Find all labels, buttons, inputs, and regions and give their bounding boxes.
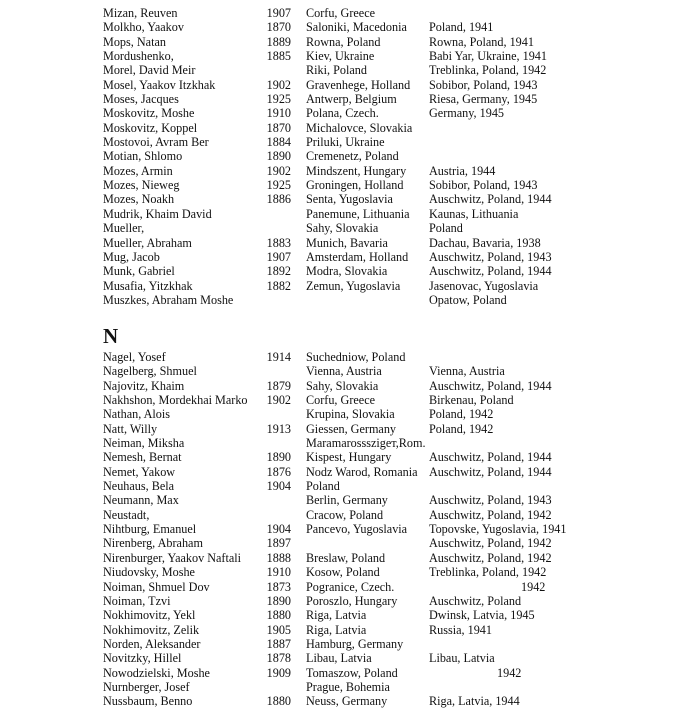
birthplace-cell: Senta, Yugoslavia: [306, 192, 393, 207]
birthplace-cell: Mindszent, Hungary: [306, 163, 407, 178]
birthplace-cell: Priluki, Ukraine: [306, 135, 385, 150]
table-row: [103, 623, 623, 637]
name-cell: Nakhshon, Mordekhai Marko: [103, 393, 248, 408]
fate-cell: Treblinka, Poland, 1942: [429, 565, 547, 580]
fate-cell: Jasenovac, Yugoslavia: [429, 278, 539, 293]
birth-year-cell: 1876: [266, 464, 291, 479]
name-cell: Mug, Jacob: [103, 249, 160, 264]
birth-year-cell: 1890: [266, 450, 291, 465]
birth-year-cell: 1880: [266, 608, 291, 623]
fate-cell: Poland, 1941: [429, 20, 494, 35]
birthplace-cell: Cremenetz, Poland: [306, 149, 399, 164]
birth-year-cell: 1882: [266, 278, 291, 293]
fate-cell: Germany, 1945: [429, 106, 505, 121]
birth-year-cell: 1879: [266, 378, 291, 393]
name-cell: Muszkes, Abraham Moshe: [103, 292, 234, 307]
section-heading-n: N: [103, 324, 119, 348]
name-cell: Neustadt,: [103, 507, 150, 522]
name-cell: Mueller, Abraham: [103, 235, 192, 250]
birth-year-cell: 1880: [266, 694, 291, 709]
birth-year-cell: 1925: [266, 178, 291, 193]
birthplace-cell: Saloniki, Macedonia: [306, 20, 407, 35]
name-cell: Mizan, Reuven: [103, 6, 178, 20]
table-row: [103, 92, 623, 106]
table-row: [103, 666, 623, 680]
name-cell: Mozes, Nieweg: [103, 178, 180, 193]
fate-cell: Kaunas, Lithuania: [429, 206, 519, 221]
table-row: [103, 364, 623, 378]
name-cell: Nirenburger, Yaakov Naftali: [103, 550, 242, 565]
fate-cell: Vienna, Austria: [429, 364, 505, 379]
birthplace-cell: Gravenhege, Holland: [306, 77, 411, 92]
birth-year-cell: 1914: [266, 350, 291, 364]
name-cell: Moskovitz, Moshe: [103, 106, 195, 121]
name-cell: Natt, Willy: [103, 421, 158, 436]
fate-cell: Russia, 1941: [429, 622, 492, 637]
name-cell: Mudrik, Khaim David: [103, 206, 212, 221]
birth-year-cell: 1878: [266, 651, 291, 666]
birth-year-cell: 1873: [266, 579, 291, 594]
fate-cell: Riga, Latvia, 1944: [429, 694, 520, 709]
table-row: [103, 135, 623, 149]
birthplace-cell: Berlin, Germany: [306, 493, 388, 508]
fate-cell: Libau, Latvia: [429, 651, 495, 666]
table-row: [103, 379, 623, 393]
table-row: [103, 192, 623, 206]
table-row: [103, 236, 623, 250]
table-row: [103, 450, 623, 464]
fate-cell: 1942: [497, 665, 522, 680]
name-cell: Musafia, Yitzkhak: [103, 278, 193, 293]
table-row: [103, 465, 623, 479]
name-cell: Mosel, Yaakov Itzkhak: [103, 77, 216, 92]
fate-cell: Auschwitz, Poland, 1944: [429, 192, 552, 207]
name-cell: Niudovsky, Moshe: [103, 565, 195, 580]
name-cell: Nokhimovitz, Zelik: [103, 622, 200, 637]
birthplace-cell: Kispest, Hungary: [306, 450, 392, 465]
birth-year-cell: 1904: [266, 479, 291, 494]
table-row: [103, 106, 623, 120]
table-row: [103, 264, 623, 278]
name-cell: Nagel, Yosef: [103, 350, 166, 364]
birth-year-cell: 1887: [266, 636, 291, 651]
table-row: [103, 479, 623, 493]
fate-cell: Auschwitz, Poland, 1944: [429, 264, 552, 279]
birth-year-cell: 1888: [266, 550, 291, 565]
birthplace-cell: Prague, Bohemia: [306, 679, 390, 694]
name-cell: Najovitz, Khaim: [103, 378, 185, 393]
birthplace-cell: Pogranice, Czech.: [306, 579, 395, 594]
birth-year-cell: 1902: [266, 163, 291, 178]
birthplace-cell: Amsterdam, Holland: [306, 249, 409, 264]
fate-cell: Birkenau, Poland: [429, 393, 514, 408]
name-cell: Nagelberg, Shmuel: [103, 364, 197, 379]
birth-year-cell: 1884: [266, 135, 291, 150]
birthplace-cell: Riki, Poland: [306, 63, 367, 78]
birthplace-cell: Vienna, Austria: [306, 364, 382, 379]
birthplace-cell: Michalovce, Slovakia: [306, 120, 413, 135]
name-cell: Molkho, Yaakov: [103, 20, 184, 35]
birth-year-cell: 1870: [266, 120, 291, 135]
table-row: [103, 680, 623, 694]
birth-year-cell: 1883: [266, 235, 291, 250]
birth-year-cell: 1902: [266, 77, 291, 92]
table-row: [103, 565, 623, 579]
table-row: [103, 580, 623, 594]
fate-cell: Austria, 1944: [429, 163, 496, 178]
fate-cell: Treblinka, Poland, 1942: [429, 63, 547, 78]
name-cell: Nemesh, Bernat: [103, 450, 182, 465]
fate-cell: Auschwitz, Poland, 1943: [429, 493, 552, 508]
name-cell: Nokhimovitz, Yekl: [103, 608, 196, 623]
birthplace-cell: Poroszlo, Hungary: [306, 593, 398, 608]
birth-year-cell: 1886: [266, 192, 291, 207]
birthplace-cell: Krupina, Slovakia: [306, 407, 395, 422]
table-row: [103, 207, 623, 221]
birthplace-cell: Tomaszow, Poland: [306, 665, 398, 680]
birthplace-cell: Polana, Czech.: [306, 106, 379, 121]
name-cell: Mostovoi, Avram Ber: [103, 135, 209, 150]
table-row: [103, 422, 623, 436]
fate-cell: Babi Yar, Ukraine, 1941: [429, 49, 547, 64]
section-m-list: [103, 6, 623, 307]
birthplace-cell: Poland: [306, 479, 340, 494]
table-row: [103, 49, 623, 63]
table-row: [103, 551, 623, 565]
fate-cell: Topovske, Yugoslavia, 1941: [429, 522, 567, 537]
fate-cell: Rowna, Poland, 1941: [429, 34, 534, 49]
birthplace-cell: Breslaw, Poland: [306, 550, 386, 565]
birth-year-cell: 1890: [266, 149, 291, 164]
table-row: [103, 436, 623, 450]
birth-year-cell: 1925: [266, 92, 291, 107]
table-row: [103, 35, 623, 49]
birth-year-cell: 1909: [266, 665, 291, 680]
table-row: [103, 20, 623, 34]
name-cell: Mordushenko,: [103, 49, 174, 64]
table-row: [103, 250, 623, 264]
name-cell: Nihtburg, Emanuel: [103, 522, 197, 537]
table-row: [103, 63, 623, 77]
birthplace-cell: Riga, Latvia: [306, 608, 367, 623]
name-cell: Neuhaus, Bela: [103, 479, 175, 494]
birth-year-cell: 1907: [266, 6, 291, 20]
name-cell: Nurnberger, Josef: [103, 679, 190, 694]
fate-cell: Auschwitz, Poland, 1942: [429, 550, 552, 565]
fate-cell: Sobibor, Poland, 1943: [429, 77, 538, 92]
section-n-list: [103, 350, 623, 709]
birth-year-cell: 1885: [266, 49, 291, 64]
table-row: [103, 149, 623, 163]
birthplace-cell: Munich, Bavaria: [306, 235, 388, 250]
birthplace-cell: Zemun, Yugoslavia: [306, 278, 401, 293]
birth-year-cell: 1889: [266, 34, 291, 49]
birthplace-cell: Corfu, Greece: [306, 6, 376, 20]
birth-year-cell: 1905: [266, 622, 291, 637]
birthplace-cell: Groningen, Holland: [306, 178, 404, 193]
table-row: [103, 393, 623, 407]
fate-cell: Opatow, Poland: [429, 292, 507, 307]
name-cell: Noiman, Shmuel Dov: [103, 579, 210, 594]
table-row: [103, 522, 623, 536]
fate-cell: Sobibor, Poland, 1943: [429, 178, 538, 193]
birthplace-cell: Rowna, Poland: [306, 34, 381, 49]
fate-cell: Riesa, Germany, 1945: [429, 92, 538, 107]
name-cell: Moses, Jacques: [103, 92, 179, 107]
birthplace-cell: Hamburg, Germany: [306, 636, 404, 651]
fate-cell: Auschwitz, Poland, 1944: [429, 450, 552, 465]
fate-cell: Auschwitz, Poland, 1944: [429, 378, 552, 393]
table-row: [103, 508, 623, 522]
birthplace-cell: Kiev, Ukraine: [306, 49, 375, 64]
birthplace-cell: Cracow, Poland: [306, 507, 384, 522]
fate-cell: Auschwitz, Poland, 1942: [429, 536, 552, 551]
birthplace-cell: Sahy, Slovakia: [306, 221, 379, 236]
table-row: [103, 637, 623, 651]
table-row: [103, 694, 623, 708]
name-cell: Neiman, Miksha: [103, 436, 185, 451]
name-cell: Nussbaum, Benno: [103, 694, 193, 709]
table-row: [103, 178, 623, 192]
birthplace-cell: Suchedniow, Poland: [306, 350, 406, 364]
name-cell: Nirenberg, Abraham: [103, 536, 203, 551]
name-cell: Nemet, Yakow: [103, 464, 176, 479]
fate-cell: Poland: [429, 221, 463, 236]
name-cell: Nowodzielski, Moshe: [103, 665, 210, 680]
birth-year-cell: 1907: [266, 249, 291, 264]
birth-year-cell: 1910: [266, 106, 291, 121]
birthplace-cell: Giessen, Germany: [306, 421, 397, 436]
table-row: [103, 6, 623, 20]
birth-year-cell: 1897: [266, 536, 291, 551]
birthplace-cell: Pancevo, Yugoslavia: [306, 522, 408, 537]
table-row: [103, 164, 623, 178]
birth-year-cell: 1913: [266, 421, 291, 436]
table-row: [103, 121, 623, 135]
name-cell: Moskovitz, Koppel: [103, 120, 198, 135]
fate-cell: 1942: [521, 579, 546, 594]
table-row: [103, 493, 623, 507]
table-row: [103, 651, 623, 665]
birthplace-cell: Panemune, Lithuania: [306, 206, 410, 221]
table-row: [103, 279, 623, 293]
table-row: [103, 78, 623, 92]
birth-year-cell: 1870: [266, 20, 291, 35]
table-row: [103, 221, 623, 235]
birthplace-cell: Libau, Latvia: [306, 651, 372, 666]
birthplace-cell: Sahy, Slovakia: [306, 378, 379, 393]
name-cell: Noiman, Tzvi: [103, 593, 171, 608]
fate-cell: Poland, 1942: [429, 407, 494, 422]
table-row: [103, 608, 623, 622]
table-row: [103, 536, 623, 550]
name-cell: Mozes, Armin: [103, 163, 173, 178]
birth-year-cell: 1892: [266, 264, 291, 279]
table-row: [103, 407, 623, 421]
table-row: [103, 350, 623, 364]
name-cell: Norden, Aleksander: [103, 636, 201, 651]
birthplace-cell: Nodz Warod, Romania: [306, 464, 418, 479]
name-cell: Mops, Natan: [103, 34, 166, 49]
birthplace-cell: Neuss, Germany: [306, 694, 388, 709]
fate-cell: Dachau, Bavaria, 1938: [429, 235, 541, 250]
fate-cell: Poland, 1942: [429, 421, 494, 436]
birth-year-cell: 1910: [266, 565, 291, 580]
birthplace-cell: Maramarossszigeт,Rom.: [306, 436, 426, 451]
fate-cell: Dwinsk, Latvia, 1945: [429, 608, 535, 623]
fate-cell: Auschwitz, Poland: [429, 593, 522, 608]
birthplace-cell: Kosow, Poland: [306, 565, 380, 580]
table-row: [103, 293, 623, 307]
name-cell: Mueller,: [103, 221, 145, 236]
birthplace-cell: Antwerp, Belgium: [306, 92, 397, 107]
birth-year-cell: 1890: [266, 593, 291, 608]
fate-cell: Auschwitz, Poland, 1942: [429, 507, 552, 522]
name-cell: Munk, Gabriel: [103, 264, 175, 279]
name-cell: Motian, Shlomo: [103, 149, 183, 164]
birth-year-cell: 1902: [266, 393, 291, 408]
fate-cell: Auschwitz, Poland, 1943: [429, 249, 552, 264]
name-cell: Mozes, Noakh: [103, 192, 175, 207]
name-cell: Neumann, Max: [103, 493, 179, 508]
fate-cell: Auschwitz, Poland, 1944: [429, 464, 552, 479]
name-cell: Morel, David Meir: [103, 63, 196, 78]
name-cell: Nathan, Alois: [103, 407, 171, 422]
birthplace-cell: Riga, Latvia: [306, 622, 367, 637]
birthplace-cell: Modra, Slovakia: [306, 264, 388, 279]
name-cell: Novitzky, Hillel: [103, 651, 182, 666]
birthplace-cell: Corfu, Greece: [306, 393, 376, 408]
birth-year-cell: 1904: [266, 522, 291, 537]
table-row: [103, 594, 623, 608]
